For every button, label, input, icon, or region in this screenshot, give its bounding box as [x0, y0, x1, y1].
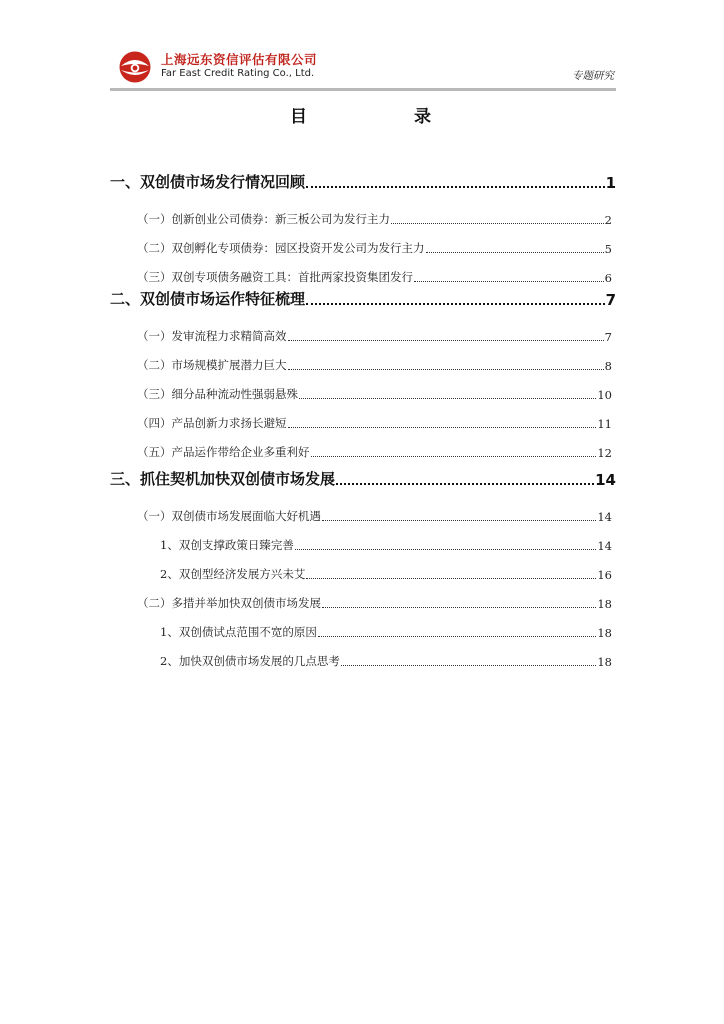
toc-dot-leader	[288, 339, 604, 341]
toc-dot-leader	[299, 397, 596, 399]
toc-dot-leader	[288, 368, 604, 370]
header-divider	[110, 88, 616, 91]
toc-dot-leader	[306, 577, 596, 579]
toc-entry-label: （二）多措并举加快双创债市场发展	[137, 596, 321, 610]
toc-entry-label: 2、加快双创债市场发展的几点思考	[160, 654, 340, 668]
toc-entry-label: 1、双创支撑政策日臻完善	[160, 538, 294, 552]
toc-page-number: 14	[597, 539, 612, 553]
toc-entry[interactable]	[137, 320, 612, 344]
toc-entry[interactable]	[137, 436, 612, 460]
toc-dot-leader	[288, 426, 597, 428]
toc-dot-leader	[414, 280, 604, 282]
toc-dot-leader	[306, 185, 605, 188]
toc-page-number: 1	[605, 174, 616, 192]
toc-entry[interactable]	[160, 558, 612, 582]
toc-page-number: 16	[597, 568, 612, 582]
toc-entry[interactable]	[137, 232, 612, 256]
toc-entry[interactable]	[137, 378, 612, 402]
logo-icon	[118, 50, 152, 84]
toc-page-number: 18	[597, 597, 612, 611]
toc-entry-label: （二）双创孵化专项债券：园区投资开发公司为发行主力	[137, 241, 425, 255]
toc-entry-label: （三）双创专项债务融资工具：首批两家投资集团发行	[137, 270, 413, 284]
toc-dot-leader	[318, 635, 597, 637]
company-name-cn: 上海远东资信评估有限公司	[161, 52, 318, 67]
toc-title-char: 录	[414, 107, 431, 127]
toc-entry[interactable]	[137, 587, 612, 611]
toc-entry[interactable]	[160, 645, 612, 669]
toc-page-number: 14	[597, 510, 612, 524]
toc-entry-label: 2、双创型经济发展方兴未艾	[160, 567, 306, 581]
toc-entry-label: （三）细分品种流动性强弱悬殊	[137, 387, 298, 401]
toc-entry[interactable]	[110, 168, 616, 192]
toc-dot-leader	[306, 302, 605, 305]
toc-dot-leader	[336, 482, 594, 485]
toc-entry-label: 1、双创债试点范围不宽的原因	[160, 625, 317, 639]
toc-dot-leader	[391, 222, 604, 224]
toc-entry[interactable]	[110, 285, 616, 309]
toc-entry[interactable]	[137, 500, 612, 524]
toc-page-number: 18	[597, 655, 612, 669]
toc-dot-leader	[322, 519, 596, 521]
toc-entry[interactable]	[160, 616, 612, 640]
toc-page-number: 12	[597, 446, 612, 460]
toc-entry-label: （一）创新创业公司债券：新三板公司为发行主力	[137, 212, 390, 226]
toc-dot-leader	[426, 251, 604, 253]
toc-entry[interactable]	[137, 349, 612, 373]
toc-entry[interactable]	[137, 203, 612, 227]
toc-entry[interactable]	[137, 407, 612, 431]
toc-page-number: 2	[604, 213, 612, 227]
section-label: 专题研究	[572, 70, 614, 82]
toc-dot-leader	[341, 664, 597, 666]
toc-entry-label: 二、双创债市场运作特征梳理	[110, 290, 306, 308]
toc-title	[0, 102, 724, 126]
toc-dot-leader	[322, 606, 596, 608]
company-name-en: Far East Credit Rating Co., Ltd.	[161, 68, 315, 79]
toc-page-number: 7	[604, 330, 612, 344]
toc-entry[interactable]	[160, 529, 612, 553]
toc-entry-label: （一）双创债市场发展面临大好机遇	[137, 509, 321, 523]
toc-page-number: 7	[605, 291, 616, 309]
toc-entry-label: （五）产品运作带给企业多重利好	[137, 445, 310, 459]
toc-page-number: 6	[604, 271, 612, 285]
toc-page-number: 18	[597, 626, 612, 640]
toc-page-number: 8	[604, 359, 612, 373]
toc-entry-label: （二）市场规模扩展潜力巨大	[137, 358, 287, 372]
toc-title-char: 目	[290, 107, 307, 127]
page-header	[110, 44, 616, 92]
toc-entry-label: （四）产品创新力求扬长避短	[137, 416, 287, 430]
toc-dot-leader	[295, 548, 597, 550]
toc-dot-leader	[311, 455, 597, 457]
toc-entry[interactable]	[110, 465, 616, 489]
toc-page-number: 10	[597, 388, 612, 402]
toc-entry-label: 三、抓住契机加快双创债市场发展	[110, 470, 336, 488]
toc-page-number: 5	[604, 242, 612, 256]
toc-page-number: 11	[597, 417, 612, 431]
toc-entry[interactable]	[137, 261, 612, 285]
toc-entry-label: （一）发审流程力求精简高效	[137, 329, 287, 343]
toc-page-number: 14	[595, 471, 616, 489]
toc-entry-label: 一、双创债市场发行情况回顾	[110, 173, 306, 191]
